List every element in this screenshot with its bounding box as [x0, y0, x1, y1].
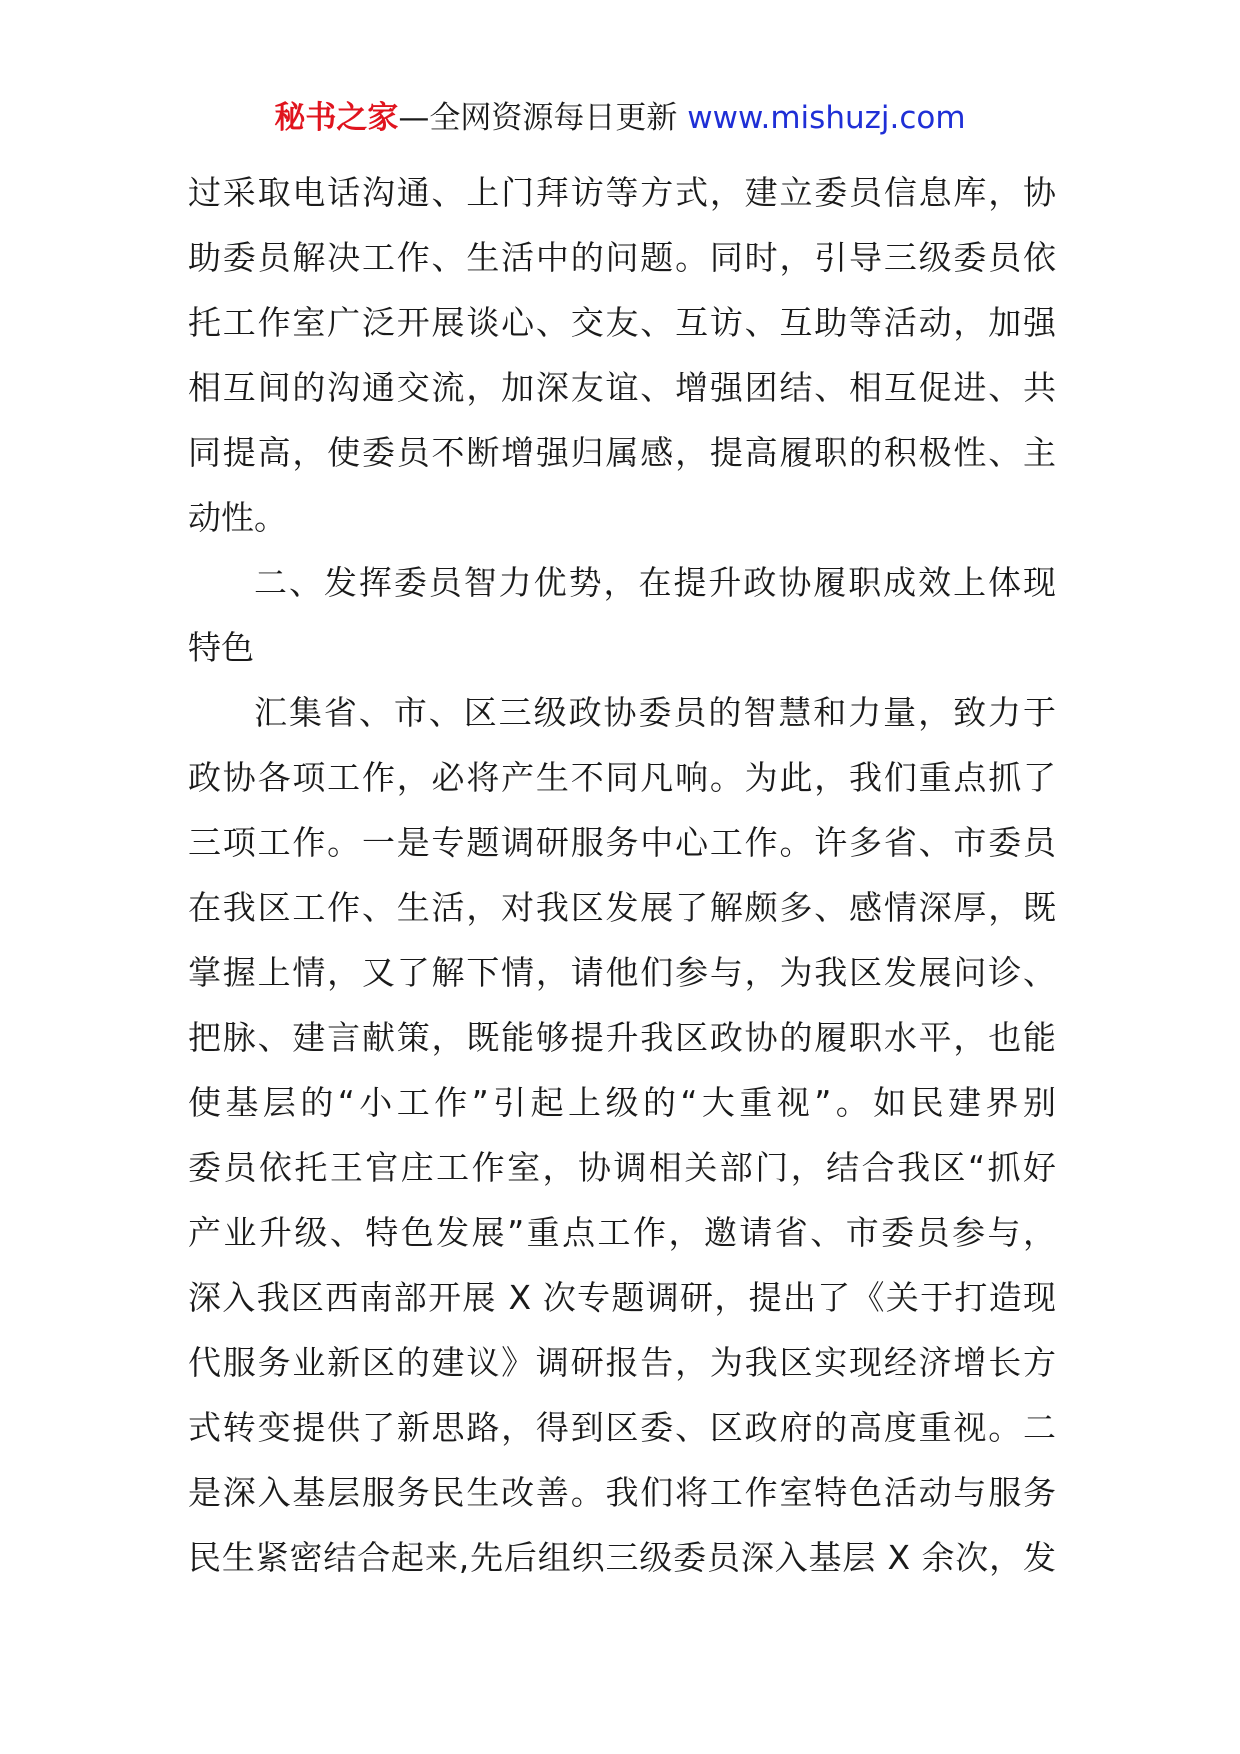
text-line: 相互间的沟通交流，加深友谊、增强团结、相互促进、共: [188, 368, 1056, 407]
text-line: 在我区工作、生活，对我区发展了解颇多、感情深厚，既: [188, 888, 1056, 927]
text-line: 动性。: [188, 498, 287, 537]
document-body: [188, 160, 1056, 1590]
text-line: 过采取电话沟通、上门拜访等方式，建立委员信息库，协: [188, 173, 1056, 212]
text-line: 民生紧密结合起来,先后组织三级委员深入基层 X 余次，发: [188, 1538, 1056, 1577]
text-line: 产业升级、特色发展”重点工作，邀请省、市委员参与，: [188, 1213, 1056, 1252]
section-heading-line: 二、发挥委员智力优势，在提升政协履职成效上体现: [254, 563, 1056, 602]
site-header: [0, 96, 1240, 140]
text-line: 掌握上情，又了解下情，请他们参与，为我区发展问诊、: [188, 953, 1056, 992]
text-line: 汇集省、市、区三级政协委员的智慧和力量，致力于: [254, 693, 1056, 732]
site-slogan: —全网资源每日更新: [398, 100, 678, 136]
text-line: 是深入基层服务民生改善。我们将工作室特色活动与服务: [188, 1473, 1056, 1512]
text-line: 式转变提供了新思路，得到区委、区政府的高度重视。二: [188, 1408, 1056, 1447]
text-line: 把脉、建言献策，既能够提升我区政协的履职水平，也能: [188, 1018, 1056, 1057]
text-line: 政协各项工作，必将产生不同凡响。为此，我们重点抓了: [188, 758, 1056, 797]
text-line: 使基层的“小工作”引起上级的“大重视”。如民建界别: [188, 1083, 1056, 1122]
text-line: 代服务业新区的建议》调研报告，为我区实现经济增长方: [188, 1343, 1056, 1382]
text-line: 深入我区西南部开展 X 次专题调研，提出了《关于打造现: [188, 1278, 1056, 1317]
text-line: 三项工作。一是专题调研服务中心工作。许多省、市委员: [188, 823, 1056, 862]
site-url-link[interactable]: www.mishuzj.com: [687, 100, 966, 136]
text-line: 同提高，使委员不断增强归属感，提高履职的积极性、主: [188, 433, 1056, 472]
site-brand: 秘书之家: [274, 100, 399, 136]
section-heading-line: 特色: [188, 628, 254, 667]
text-line: 助委员解决工作、生活中的问题。同时，引导三级委员依: [188, 238, 1056, 277]
text-line: 托工作室广泛开展谈心、交友、互访、互助等活动，加强: [188, 303, 1056, 342]
text-line: 委员依托王官庄工作室，协调相关部门，结合我区“抓好: [188, 1148, 1056, 1187]
